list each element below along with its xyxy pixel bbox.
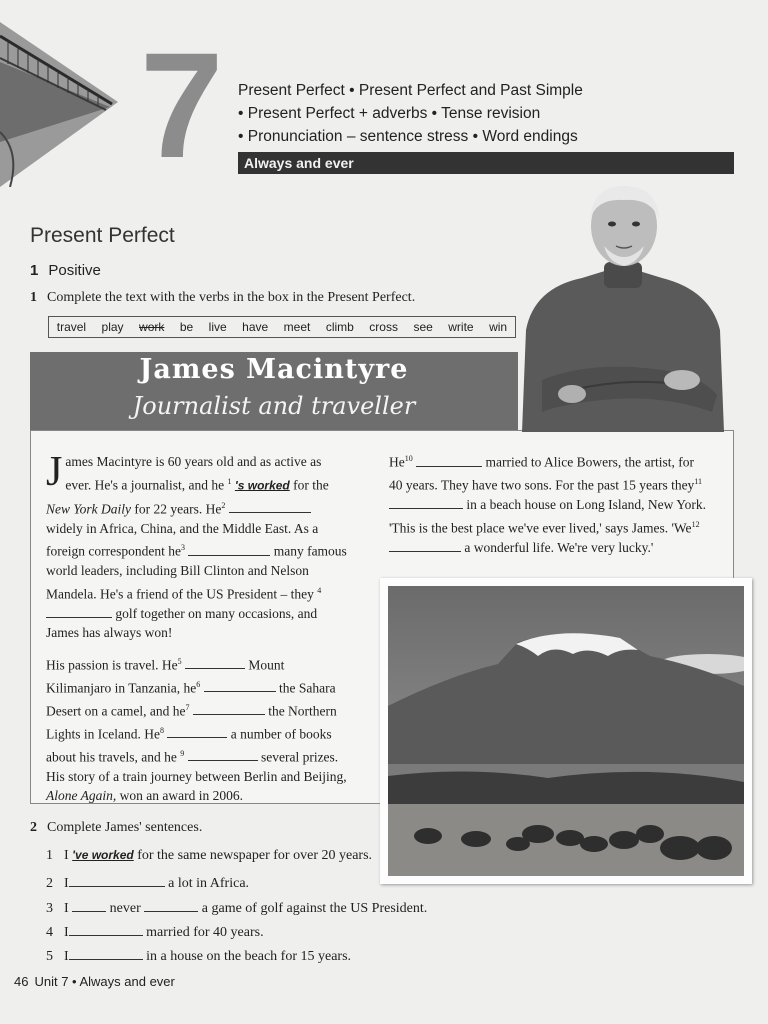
newspaper-name: New York Daily [46,501,132,516]
word-box-item: be [179,320,194,334]
blank-number: 5 [177,656,182,666]
bridge-photo [0,22,118,187]
exercise2-number: 2 [30,820,37,835]
text: I [64,925,69,940]
exercise1-instruction [30,290,415,306]
blank-number: 11 [694,477,703,486]
text: Mount Kilimanjaro in Tanzania, he [46,657,285,695]
word-box-item: play [101,320,124,334]
unit-number: 7 [140,21,224,189]
text: the Northern Lights in Iceland. He [46,703,337,741]
blank-number: 3 [180,543,185,552]
blank-s4[interactable] [69,922,143,936]
drop-cap: J [46,449,63,495]
exercise1-text: Complete the text with the verbs in the box in the Present Perfect. [47,290,416,305]
article-name: James Macintyre [139,354,409,385]
blank-number: 1 [227,476,232,486]
text: I [64,901,69,916]
article-paragraph-2 [46,652,348,806]
man-portrait [512,180,732,432]
blank-7[interactable] [193,701,265,715]
text: many famous world leaders, including Bill Clinton and Nelson Mandela. He's a friend of the US President – they [46,543,347,601]
word-box [48,316,516,338]
page-number: 46 [14,974,29,989]
word-box-item: see [413,320,433,334]
article-role: Journalist and traveller [132,392,416,420]
blank-number: 7 [185,702,190,712]
text: never [109,901,141,916]
blank-4[interactable] [46,604,112,618]
text: golf together on many occasions, and James has always won! [46,605,318,640]
text: ames Macintyre is 60 years old and as active as ever. He's a journalist, and he [65,454,322,492]
blank-number: 4 [317,585,322,595]
subsection-title [30,262,101,279]
blank-number: 9 [180,748,185,758]
exercise2-text: Complete James' sentences. [47,820,203,835]
blank-s2[interactable] [69,873,165,887]
topics-line-3: • Pronunciation – sentence stress • Word endings [238,128,578,145]
text: in a beach house on Long Island, New York. 'This is the best place we've ever lived,' says James. 'We [389,497,706,535]
text: I [64,949,69,964]
sentence-4 [46,922,264,941]
text: for the [293,477,329,492]
blank-2[interactable] [229,499,311,513]
word-box-item: win [489,320,508,334]
word-box-item: have [242,320,269,334]
topics-line-1: Present Perfect • Present Perfect and Past Simple [238,82,583,99]
word-box-item-used: work [139,320,165,334]
article-paragraph-1 [46,449,348,643]
blank-10[interactable] [416,453,482,467]
blank-9[interactable] [188,747,258,761]
word-box-item: travel [56,320,87,334]
kilimanjaro-photo [380,578,752,884]
page-footer [14,974,175,989]
kilimanjaro-image [388,586,744,876]
blank-number: 2 [221,500,226,510]
sentence-2 [46,873,249,892]
blank-3[interactable] [188,542,270,556]
text: for 22 years. He [134,501,222,516]
blank-8[interactable] [167,724,227,738]
subsection-label: Positive [48,262,101,279]
text: a lot in Africa. [168,876,250,891]
blank-5[interactable] [185,655,245,669]
text: won an award in 2006. [119,788,243,803]
word-box-item: climb [325,320,354,334]
example-answer: 've worked [72,848,134,862]
sentence-number: 3 [46,901,53,916]
text: I [64,876,69,891]
blank-number: 6 [196,679,201,689]
sentence-number: 5 [46,949,53,964]
text: the Sahara Desert on a camel, and he [46,680,336,718]
text: for the same newspaper for over 20 years. [137,848,373,863]
article-paragraph-3 [389,449,709,557]
topics-line-2: • Present Perfect + adverbs • Tense revision [238,105,541,122]
blank-number: 12 [691,519,700,529]
sentence-5 [46,946,351,965]
word-box-item: meet [283,320,311,334]
text: several prizes. His story of a train journey between Berlin and Beijing, [46,749,347,784]
unit-title-bar: Always and ever [238,152,734,174]
blank-6[interactable] [204,678,276,692]
blank-s3a[interactable] [72,898,106,912]
blank-12[interactable] [389,538,461,552]
blank-s3b[interactable] [144,898,198,912]
text: a number of books about his travels, and he [46,726,332,764]
text: I [64,848,69,863]
blank-number: 10 [404,454,413,463]
article-column-left [46,449,348,815]
sentence-1 [46,848,372,864]
section-heading: Present Perfect [30,224,175,247]
word-box-item: cross [369,320,398,334]
example-answer: 's worked [234,478,290,492]
word-box-item: live [208,320,227,334]
sentence-number: 2 [46,876,53,891]
book-title: Alone Again, [46,788,117,803]
exercise2-instruction [30,820,202,836]
article-column-right [389,449,709,566]
text: He [389,454,405,470]
exercise1-number: 1 [30,290,37,305]
sentence-3 [46,898,427,917]
text: a game of golf against the US President. [201,901,428,916]
word-box-item: write [448,320,474,334]
text: married to Alice Bowers, the artist, for 40 years. They have two sons. For the past 15 years they [389,454,695,493]
footer-text: Unit 7 • Always and ever [34,974,175,989]
text: widely in Africa, China, and the Middle East. As a foreign correspondent he [46,520,319,559]
sentence-number: 4 [46,925,53,940]
text: in a house on the beach for 15 years. [146,949,352,964]
text: married for 40 years. [146,925,264,940]
text: a wonderful life. We're very lucky.' [464,539,654,555]
text: His passion is travel. He [46,657,178,672]
blank-s5[interactable] [69,946,143,960]
blank-number: 8 [159,725,164,735]
blank-11[interactable] [389,495,463,509]
sentence-number: 1 [46,848,53,863]
subsection-number: 1 [30,262,39,279]
